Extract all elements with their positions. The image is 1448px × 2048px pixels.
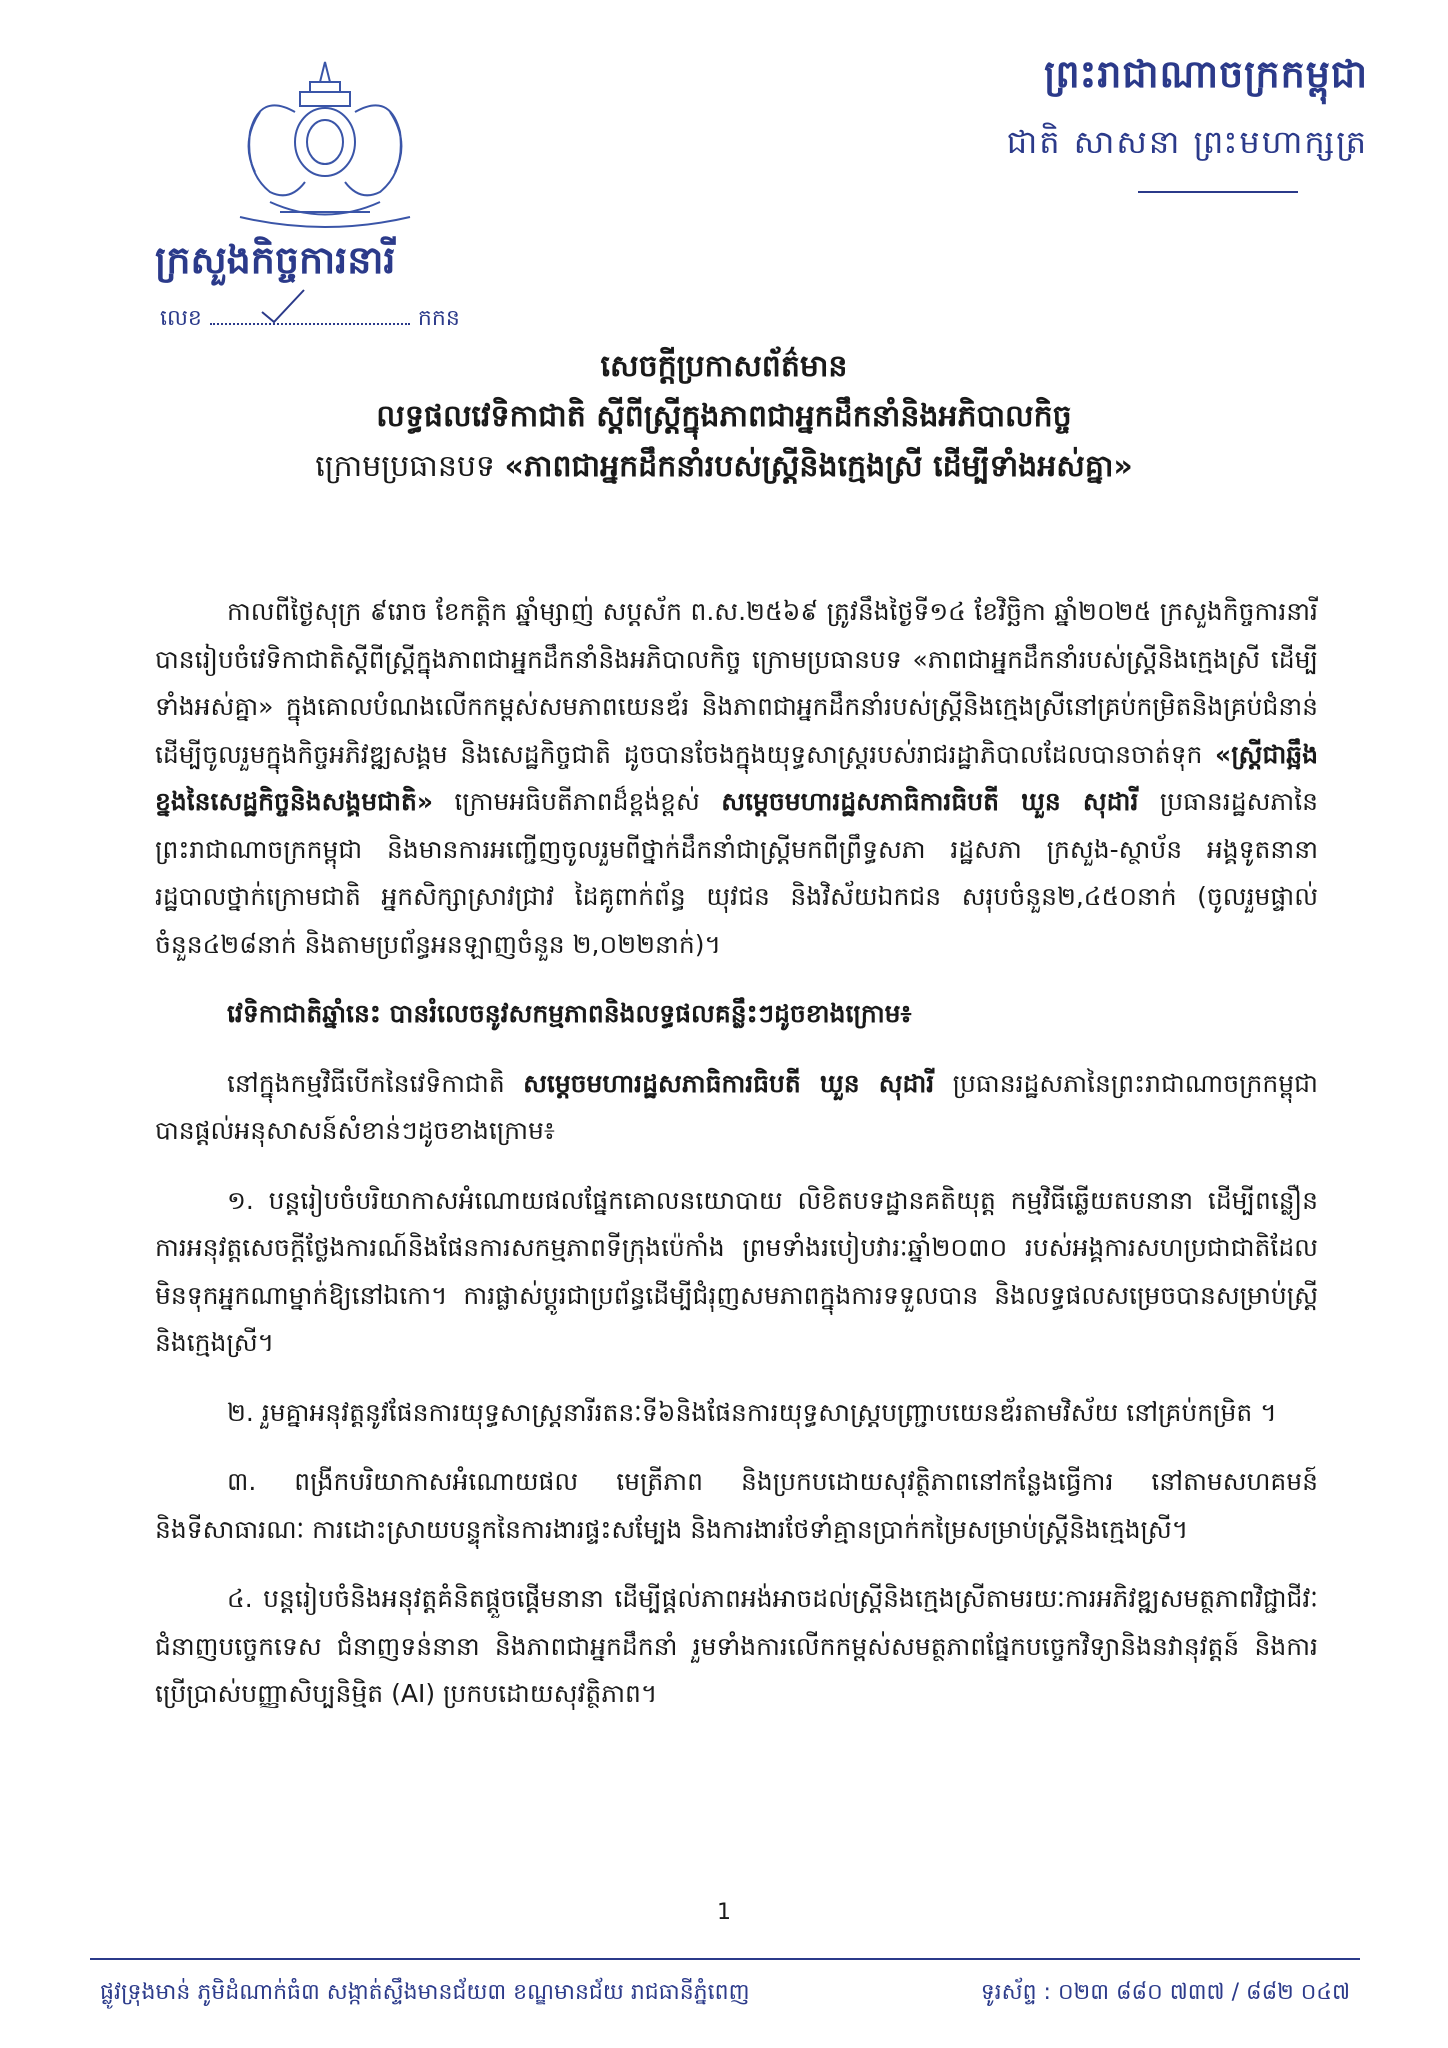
header-divider	[1138, 191, 1298, 193]
press-release-title	[0, 342, 1448, 492]
ref-dotted-blank	[210, 307, 410, 325]
footer-divider	[90, 1958, 1360, 1960]
checkmark-icon	[258, 286, 308, 326]
list-item-4: ៤. បន្តរៀបចំនិងអនុវត្តគំនិតផ្តួចផ្តើមនានា ដើម្បីផ្តល់ភាពអង់អាចដល់ស្ត្រីនិងក្មេងស្រីតាមរយៈការអភិវឌ្ឍសមត្ថភាពវិជ្ជាជីវៈ ជំនាញបច្ចេកទេស ជំនាញទន់នានា និងភាពជាអ្នកដឹកនាំ រួមទាំងការលើកកម្ពស់សមត្ថភាពផ្នែកបច្ចេកវិទ្យានិងនវានុវត្តន៍ និងការប្រើប្រាស់បញ្ញាសិប្បនិម្មិត (AI) ប្រកបដោយសុវត្ថិភាព។	[155, 1584, 1318, 1708]
intro-quote: «ស្ត្រីជាឆ្អឹងខ្នងនៃសេដ្ឋកិច្ចនិងសង្គមជាតិ»	[155, 739, 1318, 816]
paragraph-opening	[155, 1060, 1318, 1155]
intro-presiding-official: សម្តេចមហារដ្ឋសភាធិការធិបតី ឃួន សុដារី	[721, 787, 1139, 816]
kingdom-name: ព្រះរាជាណាចក្រកម្ពុជា	[1044, 52, 1368, 96]
opening-text: នៅក្នុងកម្មវិធីបើកនៃវេទិកាជាតិ	[227, 1068, 524, 1098]
opening-official: សម្តេចមហារដ្ឋសភាធិការធិបតី ឃួន សុដារី	[523, 1068, 935, 1098]
royal-crest-emblem	[200, 52, 450, 232]
intro-text: កាលពីថ្ងៃសុក្រ ៩រោច ខែកត្តិក ឆ្នាំម្សាញ់ សប្តស័ក ព.ស.២៥៦៩ ត្រូវនឹងថ្ងៃទី១៤ ខែវិច្ឆិកា ឆ្នាំ២០២៥ ក្រសួងកិច្ចការនារីបានរៀបចំវេទិកាជាតិស្តីពីស្ត្រីក្នុងភាពជាអ្នកដឹកនាំនិងអភិបាលកិច្ច ក្រោមប្រធានបទ «ភាពជាអ្នកដឹកនាំរបស់ស្ត្រីនិងក្មេងស្រី ដើម្បីទាំងអស់គ្នា» ក្នុងគោលបំណងលើកកម្ពស់សមភាពយេនឌ័រ និងភាពជាអ្នកដឹកនាំរបស់ស្ត្រីនិងក្មេងស្រីនៅគ្រប់កម្រិតនិងគ្រប់ជំនាន់ ដើម្បីចូលរួមក្នុងកិច្ចអភិវឌ្ឍសង្គម និងសេដ្ឋកិច្ចជាតិ ដូចបានចែងក្នុងយុទ្ធសាស្ត្ររបស់រាជរដ្ឋាភិបាលដែលបានចាត់ទុក	[155, 597, 1318, 769]
paragraph-summary	[155, 990, 1318, 1038]
page-number: 1	[717, 1900, 731, 1925]
footer-phone: ទូរស័ព្ទ : ០២៣ ៨៨០ ៧៣៧ / ៨៨២ ០៤៧	[980, 1980, 1350, 2005]
kingdom-header	[1007, 50, 1368, 193]
title-theme-prefix: ក្រោមប្រធានបទ	[315, 449, 495, 484]
title-line-2: លទ្ធផលវេទិកាជាតិ ស្តីពីស្ត្រីក្នុងភាពជាអ្នកដឹកនាំនិងអភិបាលកិច្ច	[376, 399, 1072, 434]
ref-suffix: កកន	[417, 306, 460, 331]
paragraph-intro	[155, 588, 1318, 968]
title-theme: «ភាពជាអ្នកដឹកនាំរបស់ស្ត្រីនិងក្មេងស្រី ដើម្បីទាំងអស់គ្នា»	[504, 449, 1133, 484]
summary-text: វេទិកាជាតិឆ្នាំនេះ បានរំលេចនូវសកម្មភាពនិងលទ្ធផលគន្លឹះៗដូចខាងក្រោម៖	[227, 999, 912, 1028]
intro-text-3: ប្រធានរដ្ឋសភានៃព្រះរាជាណាចក្រកម្ពុជា និងមានការអញ្ជើញចូលរួមពីថ្នាក់ដឹកនាំជាស្ត្រីមកពីព្រឹទ្ធសភា រដ្ឋសភា ក្រសួង-ស្ថាប័ន អង្គទូតនានា រដ្ឋបាលថ្នាក់ក្រោមជាតិ អ្នកសិក្សាស្រាវជ្រាវ ដៃគូពាក់ព័ន្ធ យុវជន និងវិស័យឯកជន សរុបចំនួន២,៤៥០នាក់ (ចូលរួមផ្ទាល់ចំនួន៤២៨នាក់ និងតាមប្រព័ន្ធអនឡាញចំនួន ២,០២២នាក់)។	[155, 787, 1318, 959]
national-motto: ជាតិ សាសនា ព្រះមហាក្សត្រ	[1006, 123, 1368, 161]
footer-address: ផ្លូវទ្រុងមាន់ ភូមិដំណាក់ធំ៣ សង្កាត់ស្ទឹងមានជ័យ៣ ខណ្ឌមានជ័យ រាជធានីភ្នំពេញ	[100, 1980, 750, 2005]
opening-text-2: ប្រធានរដ្ឋសភានៃព្រះរាជាណាចក្រកម្ពុជា បានផ្តល់អនុសាសន៍សំខាន់ៗដូចខាងក្រោម៖	[155, 1068, 1318, 1145]
ministry-name: ក្រសួងកិច្ចការនារី	[155, 238, 396, 282]
title-line-3	[0, 442, 1448, 492]
footer	[100, 1978, 1350, 2010]
list-item-2: ២. រួមគ្នាអនុវត្តនូវផែនការយុទ្ធសាស្ត្រនារីរតនៈទី៦និងផែនការយុទ្ធសាស្ត្របញ្ជ្រាបយេនឌ័រតាមវិស័យ នៅគ្រប់កម្រិត ។	[227, 1397, 1277, 1427]
title-line-1: សេចក្តីប្រកាសព័ត៌មាន	[600, 349, 848, 384]
press-release-body	[155, 588, 1318, 1740]
intro-text-2: ក្រោមអធិបតីភាពដ៏ខ្ពង់ខ្ពស់	[433, 787, 722, 816]
ref-prefix: លេខ	[160, 306, 202, 331]
list-item-1: ១. បន្តរៀបចំបរិយាកាសអំណោយផលផ្នែកគោលនយោបាយ លិខិតបទដ្ឋានគតិយុត្ត កម្មវិធីឆ្លើយតបនានា ដើម្បីពន្លឿនការអនុវត្តសេចក្តីថ្លែងការណ៍និងផែនការសកម្មភាពទីក្រុងប៉េកាំង ព្រមទាំងរបៀបវារៈឆ្នាំ២០៣០ របស់អង្គការសហប្រជាជាតិដែលមិនទុកអ្នកណាម្នាក់ឱ្យនៅឯកោ។ ការផ្លាស់ប្តូរជាប្រព័ន្ធដើម្បីជំរុញសមភាពក្នុងការទទួលបាន និងលទ្ធផលសម្រេចបានសម្រាប់ស្ត្រីនិងក្មេងស្រី។	[155, 1185, 1318, 1357]
list-item-3: ៣. ពង្រីកបរិយាកាសអំណោយផល មេត្រីភាព និងប្រកបដោយសុវត្ថិភាពនៅកន្លែងធ្វើការ នៅតាមសហគមន៍ និងទីសាធារណៈ ការដោះស្រាយបន្ទុកនៃការងារផ្ទះសម្បែង និងការងារថែទាំគ្មានប្រាក់កម្រៃសម្រាប់ស្ត្រីនិងក្មេងស្រី។	[155, 1467, 1318, 1544]
reference-number-line	[160, 304, 460, 336]
